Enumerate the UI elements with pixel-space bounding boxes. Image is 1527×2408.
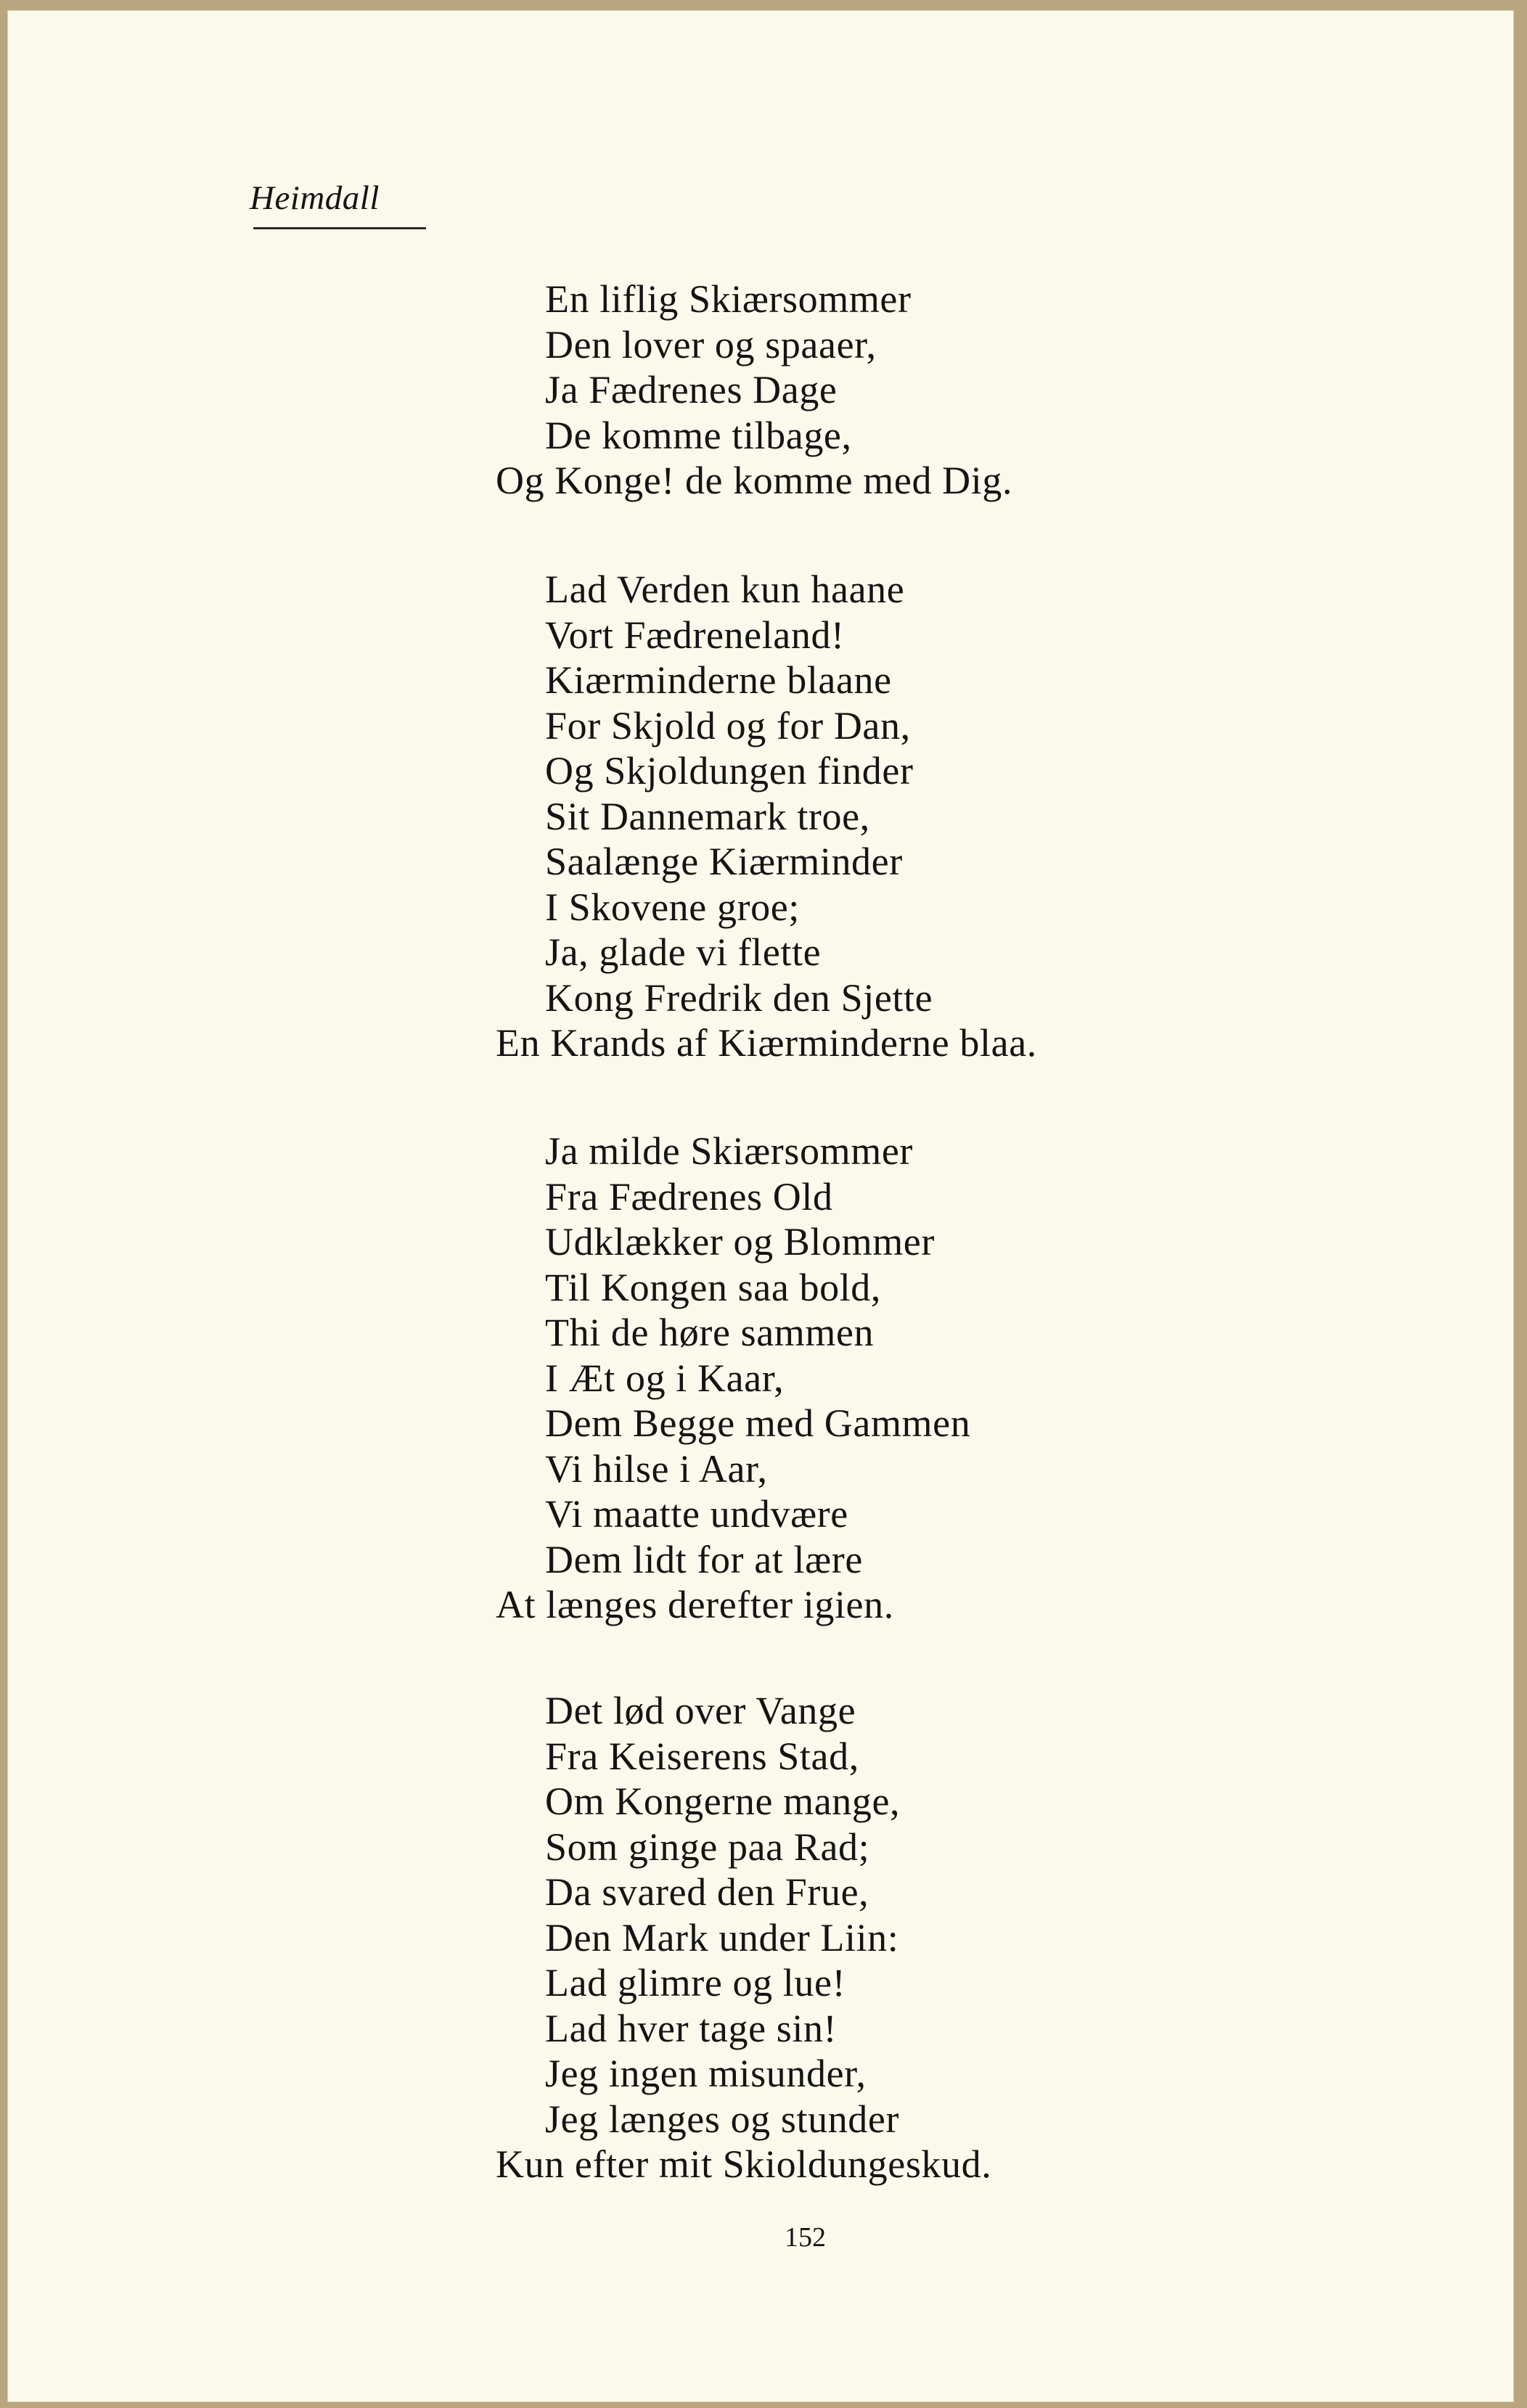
header-rule xyxy=(253,227,426,229)
verse-line: Dem Begge med Gammen xyxy=(545,1401,971,1445)
verse-line: Vi hilse i Aar, xyxy=(545,1446,768,1491)
verse-line: Thi de høre sammen xyxy=(545,1311,875,1354)
stanza-3 xyxy=(496,1129,1271,1628)
verse-line: Sit Dannemark troe, xyxy=(545,794,870,838)
page-number: 152 xyxy=(785,2222,826,2253)
verse-line: Og Skjoldungen finder xyxy=(545,749,914,793)
verse-line: Da svared den Frue, xyxy=(545,1870,869,1914)
verse-line: Vi maatte undvære xyxy=(545,1492,848,1536)
verse-line: Vort Fædreneland! xyxy=(545,613,845,657)
verse-line-refrain: At længes derefter igien. xyxy=(496,1583,894,1626)
verse-line: For Skjold og for Dan, xyxy=(545,703,911,748)
book-page xyxy=(7,10,1514,2402)
verse-line: Saalænge Kiærminder xyxy=(545,840,903,883)
verse-line: Lad hver tage sin! xyxy=(545,2006,838,2050)
verse-line: Ja milde Skiærsommer xyxy=(545,1129,913,1173)
verse-line: I Skovene groe; xyxy=(545,885,800,929)
verse-line: Jeg ingen misunder, xyxy=(545,2052,867,2095)
verse-line: Lad glimre og lue! xyxy=(545,1961,846,2004)
verse-line: Jeg længes og stunder xyxy=(545,2097,900,2141)
verse-line: Kong Fredrik den Sjette xyxy=(545,975,933,1020)
verse-line: Dem lidt for at lære xyxy=(545,1537,863,1581)
stanza-1 xyxy=(496,277,1271,504)
stanza-2 xyxy=(496,567,1271,1066)
verse-line: Ja, glade vi flette xyxy=(545,930,822,974)
verse-line: Fra Fædrenes Old xyxy=(545,1174,833,1219)
verse-line: Udklækker og Blommer xyxy=(545,1220,935,1264)
verse-line: Om Kongerne mange, xyxy=(545,1780,901,1823)
verse-line: Den Mark under Liin: xyxy=(545,1915,899,1959)
running-header: Heimdall xyxy=(250,179,380,217)
verse-line: Til Kongen saa bold, xyxy=(545,1265,882,1309)
verse-line-refrain: Og Konge! de komme med Dig. xyxy=(496,459,1013,502)
verse-line: De komme tilbage, xyxy=(545,413,852,457)
verse-line: Som ginge paa Rad; xyxy=(545,1825,870,1869)
verse-line: En liflig Skiærsommer xyxy=(545,277,912,321)
stanza-4 xyxy=(496,1688,1271,2187)
verse-line: Lad Verden kun haane xyxy=(545,568,905,611)
verse-line: Det lød over Vange xyxy=(545,1689,856,1732)
verse-line: Kiærminderne blaane xyxy=(545,658,892,702)
verse-line: I Æt og i Kaar, xyxy=(545,1356,785,1400)
verse-line-refrain: Kun efter mit Skioldungeskud. xyxy=(496,2142,992,2186)
verse-line: Ja Fædrenes Dage xyxy=(545,368,838,411)
verse-line-refrain: En Krands af Kiærminderne blaa. xyxy=(496,1021,1037,1065)
verse-line: Fra Keiserens Stad, xyxy=(545,1734,859,1778)
verse-line: Den lover og spaaer, xyxy=(545,322,877,366)
